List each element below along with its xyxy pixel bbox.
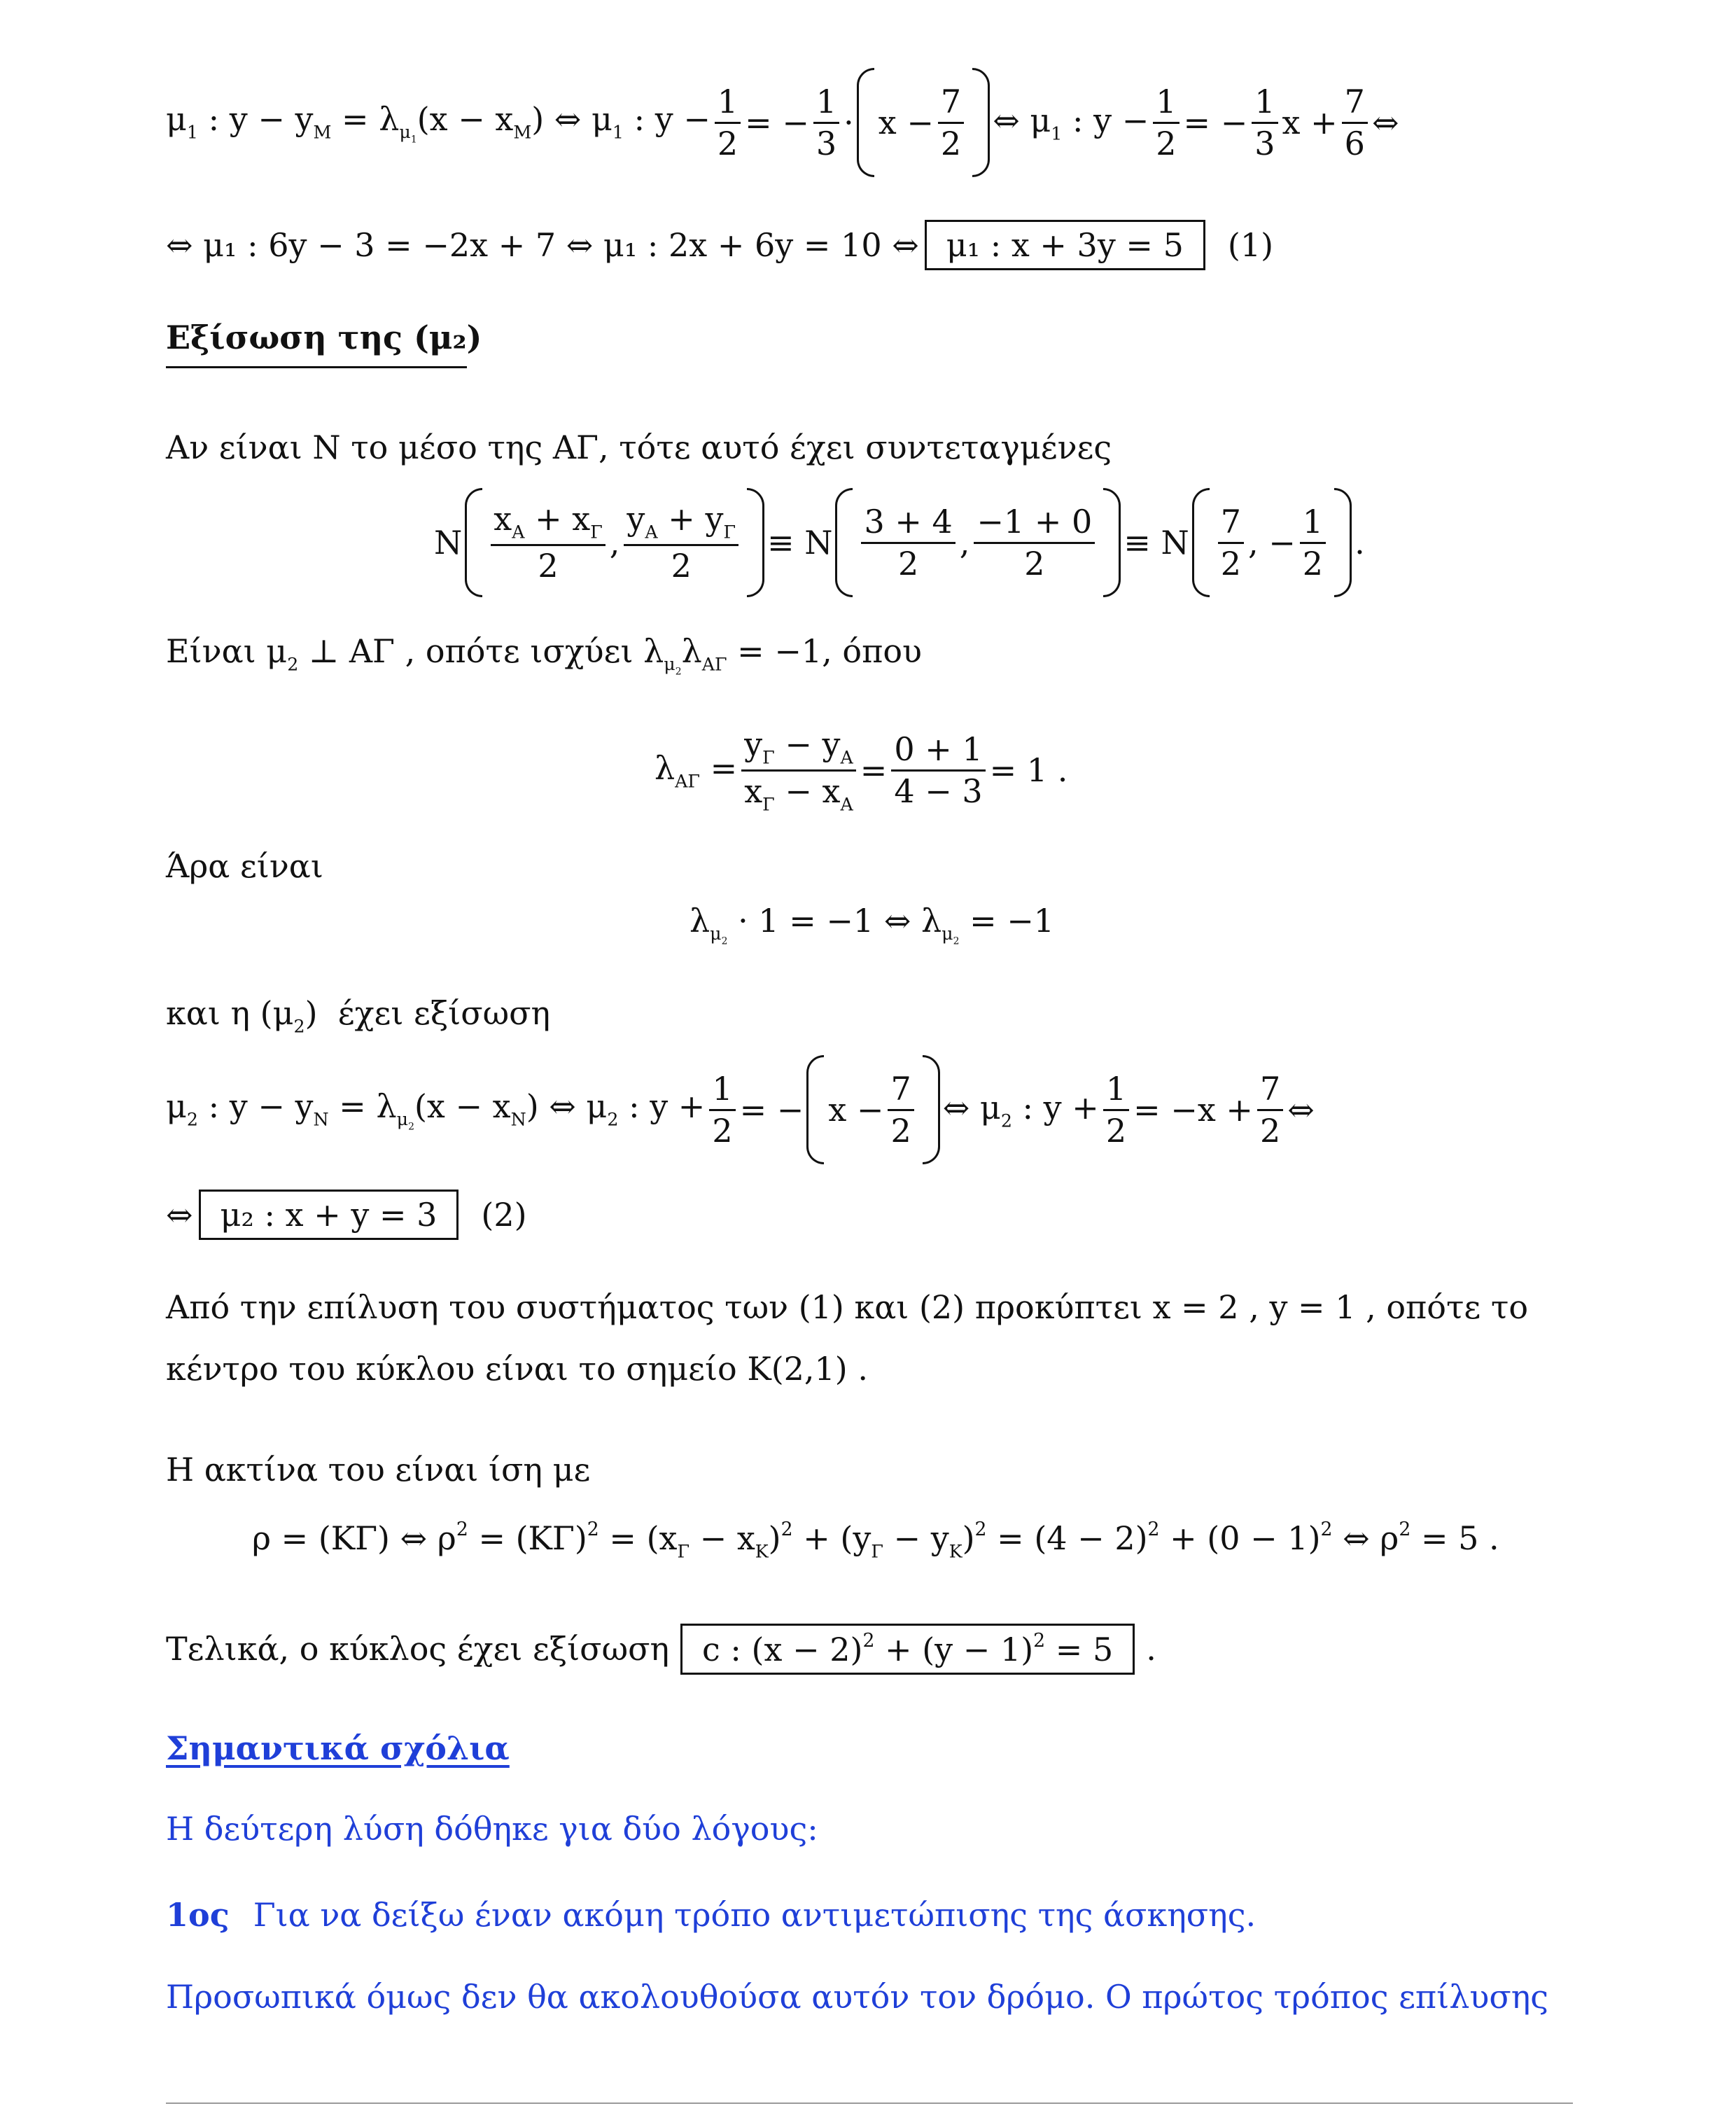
- footer-rule: [166, 2102, 1573, 2104]
- paragraph-perpendicular: Είναι $\mu_2$ ⊥ ΑΓ , οπότε ισχύει $\lambda_{\mu_2}\lambda_{A\Gamma} = -1$, όπου: [166, 632, 922, 678]
- notes-item-text: Για να δείξω έναν ακόμη τρόπο αντιμετώπισης της άσκησης.: [253, 1896, 1256, 1934]
- paragraph-radius: Η ακτίνα του είναι ίση με: [166, 1451, 591, 1488]
- equation-slope: $\lambda_{A\Gamma}$ = $\frac{y_\Gamma - y_A}{x_\Gamma - x_A}$ = $\frac{0 + 1}{4 - 3}$ = 1 .: [654, 725, 1068, 814]
- equation-tag-1: (1): [1227, 226, 1274, 264]
- paragraph-final: [166, 1617, 1156, 1680]
- equation-mu1-line1: $\mu_1$ : $y - y_M = \lambda_{\mu_1}(x - x_M)$ ⇔ $\mu_1$ : y − $\frac{1}{2}$ = − $\frac{1}{3}$ · x − $\frac{7}{2}$ ⇔ $\mu_1$ : y − $\frac{1}{2}$ = − $\frac{1}{3}$ x + $\frac{7}{6}$ ⇔: [166, 70, 1399, 175]
- equation-mu1-line2: [166, 217, 1273, 273]
- notes-paragraph-3: Προσωπικά όμως δεν θα ακολουθούσα αυτόν τον δρόμο. Ο πρώτος τρόπος επίλυσης: [166, 1978, 1549, 2016]
- final-period: .: [1146, 1630, 1156, 1668]
- paragraph-midpoint: Αν είναι Ν το μέσο της ΑΓ, τότε αυτό έχει συντεταγμένες: [166, 428, 1112, 466]
- section-heading-mu2: Εξίσωση της (μ₂): [166, 319, 467, 368]
- notes-paragraph-1: Η δεύτερη λύση δόθηκε για δύο λόγους:: [166, 1810, 818, 1848]
- mu1-boxed-result: μ₁ : x + 3y = 5: [925, 220, 1205, 270]
- equation-midpoint: N $\frac{x_A + x_\Gamma}{2}$ , $\frac{y_A + y_\Gamma}{2}$ ≡ N $\frac{3 + 4}{2}$ , $\frac{-1 + 0}{2}$ ≡ N $\frac{7}{2}$ , − $\frac{1}{2}$ .: [434, 490, 1365, 595]
- equation-tag-2: (2): [481, 1196, 527, 1234]
- mu2-prefix: ⇔: [166, 1196, 193, 1234]
- equation-radius: ρ = (ΚΓ) ⇔ $\rho^2 = (K\Gamma)^2 = (x_\Gamma - x_K)^2 + (y_\Gamma - y_K)^2 = (4 - 2)^2 + (0 - 1)^2$ ⇔ $\rho^2 = 5$ .: [252, 1519, 1499, 1562]
- circle-boxed-result: c : $(x - 2)^2 + (y - 1)^2 = 5$: [680, 1624, 1135, 1675]
- equation-lambda: $\lambda_{\mu_2} \cdot 1 = -1$ ⇔ $\lambda_{\mu_2} = -1$: [690, 901, 1055, 947]
- equation-mu2-line1: $\mu_2$ : $y - y_N = \lambda_{\mu_2}(x - x_N)$ ⇔ $\mu_2$ : y + $\frac{1}{2}$ = − x − $\frac{7}{2}$ ⇔ $\mu_2$ : y + $\frac{1}{2}$ = −x + $\frac{7}{2}$ ⇔: [166, 1057, 1315, 1162]
- paragraph-ara: Άρα είναι: [166, 847, 323, 885]
- mu2-boxed-result: μ₂ : x + y = 3: [199, 1190, 459, 1240]
- notes-heading: Σημαντικά σχόλια: [166, 1729, 510, 1767]
- notes-item-number: 1ος: [166, 1896, 230, 1934]
- paragraph-system-line1: Από την επίλυση του συστήματος των (1) και (2) προκύπτει x = 2 , y = 1 , οπότε το: [166, 1288, 1529, 1326]
- notes-paragraph-2: [166, 1890, 1256, 1939]
- mu1-derivation: ⇔ μ₁ : 6y − 3 = −2x + 7 ⇔ μ₁ : 2x + 6y = 10 ⇔: [166, 226, 919, 264]
- final-text: Τελικά, ο κύκλος έχει εξίσωση: [166, 1630, 670, 1668]
- paragraph-kai: και η $(\mu_2)$ έχει εξίσωση: [166, 993, 551, 1037]
- paragraph-system-line2: κέντρο του κύκλου είναι το σημείο Κ(2,1) .: [166, 1350, 868, 1388]
- equation-mu2-line2: [166, 1187, 527, 1243]
